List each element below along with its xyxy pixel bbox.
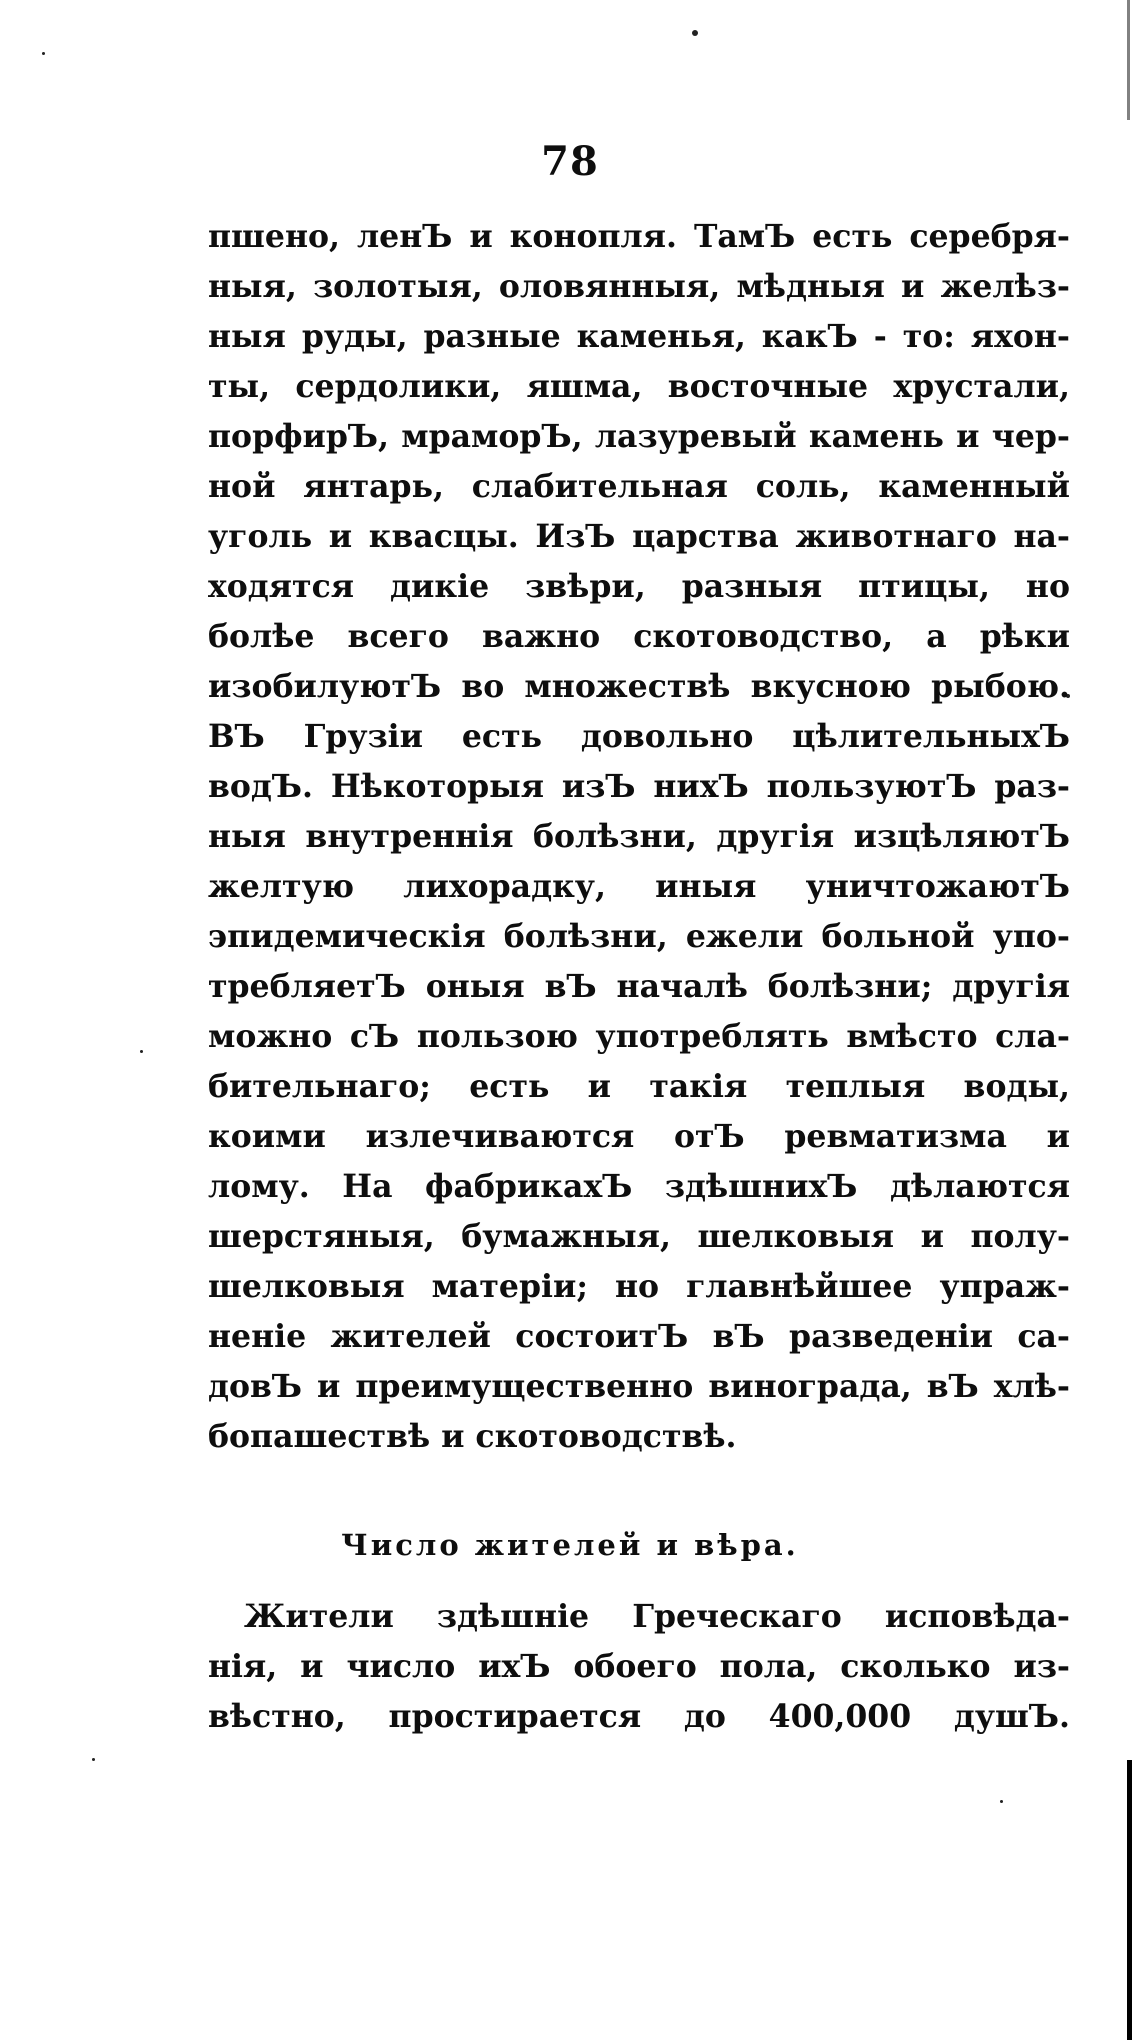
text-line: уголь и квасцы. ИзЪ царства животнаго на- (208, 518, 1070, 555)
text-line: ты, сердолики, яшма, восточные хрустали, (208, 368, 1070, 405)
page-edge-bottom (1127, 1760, 1132, 2040)
scan-speck (1000, 1800, 1003, 1803)
text-line: неніе жителей состоитЪ вЪ разведеніи са- (208, 1318, 1070, 1355)
text-line: ныя внутреннія болѣзни, другія изцѣляютЪ (208, 818, 1070, 855)
text-line: вѣстно, простирается до 400,000 душЪ. (208, 1698, 1070, 1735)
text-line: бительнаго; есть и такія теплыя воды, (208, 1068, 1070, 1105)
text-line: эпидемическія болѣзни, ежели больной упо- (208, 918, 1070, 955)
scan-speck (92, 1758, 95, 1761)
text-line: бопашествѣ и скотоводствѣ. (208, 1418, 737, 1455)
text-line: ходятся дикіе звѣри, разныя птицы, но (208, 568, 1070, 605)
main-paragraph (208, 212, 1070, 1462)
page-number: 78 (541, 138, 599, 185)
text-line: Жители здѣшніе Греческаго исповѣда- (244, 1598, 1070, 1635)
text-line: шерстяныя, бумажныя, шелковыя и полу- (208, 1218, 1070, 1255)
text-line: желтую лихорадку, иныя уничтожаютЪ (208, 868, 1070, 905)
text-line: ныя руды, разные каменья, какЪ - то: яхон- (208, 318, 1070, 355)
text-line: довЪ и преимущественно винограда, вЪ хлѣ- (208, 1368, 1070, 1405)
text-line: можно сЪ пользою употреблять вмѣсто сла- (208, 1018, 1070, 1055)
text-line: ныя, золотыя, оловянныя, мѣдныя и желѣз- (208, 268, 1070, 305)
text-line: лому. На фабрикахЪ здѣшнихЪ дѣлаются (208, 1168, 1070, 1205)
text-line: ВЪ Грузіи есть довольно цѣлительныхЪ (208, 718, 1070, 755)
text-line: шелковыя матеріи; но главнѣйшее упраж- (208, 1268, 1070, 1305)
text-line: нія, и число ихЪ обоего пола, сколько из- (208, 1648, 1070, 1685)
text-line: болѣе всего важно скотоводство, а рѣки (208, 618, 1070, 655)
text-line: порфирЪ, мраморЪ, лазуревый камень и чер- (208, 418, 1070, 455)
text-line: требляетЪ оныя вЪ началѣ болѣзни; другія (208, 968, 1070, 1005)
text-line: водЪ. Нѣкоторыя изЪ нихЪ пользуютЪ раз- (208, 768, 1070, 805)
text-line: пшено, ленЪ и конопля. ТамЪ есть серебря- (208, 218, 1070, 255)
scan-speck (42, 52, 45, 55)
text-line: ной янтарь, слабительная соль, каменный (208, 468, 1070, 505)
section-heading: Число жителей и вѣра. (341, 1528, 799, 1562)
text-line: изобилуютЪ во множествѣ вкусною рыбою. (208, 668, 1070, 705)
scan-speck (140, 1050, 143, 1053)
scan-speck (692, 30, 698, 36)
page-edge-top (1127, 0, 1130, 120)
text-line: коими излечиваются отЪ ревматизма и (208, 1118, 1070, 1155)
section-paragraph (208, 1592, 1070, 1742)
